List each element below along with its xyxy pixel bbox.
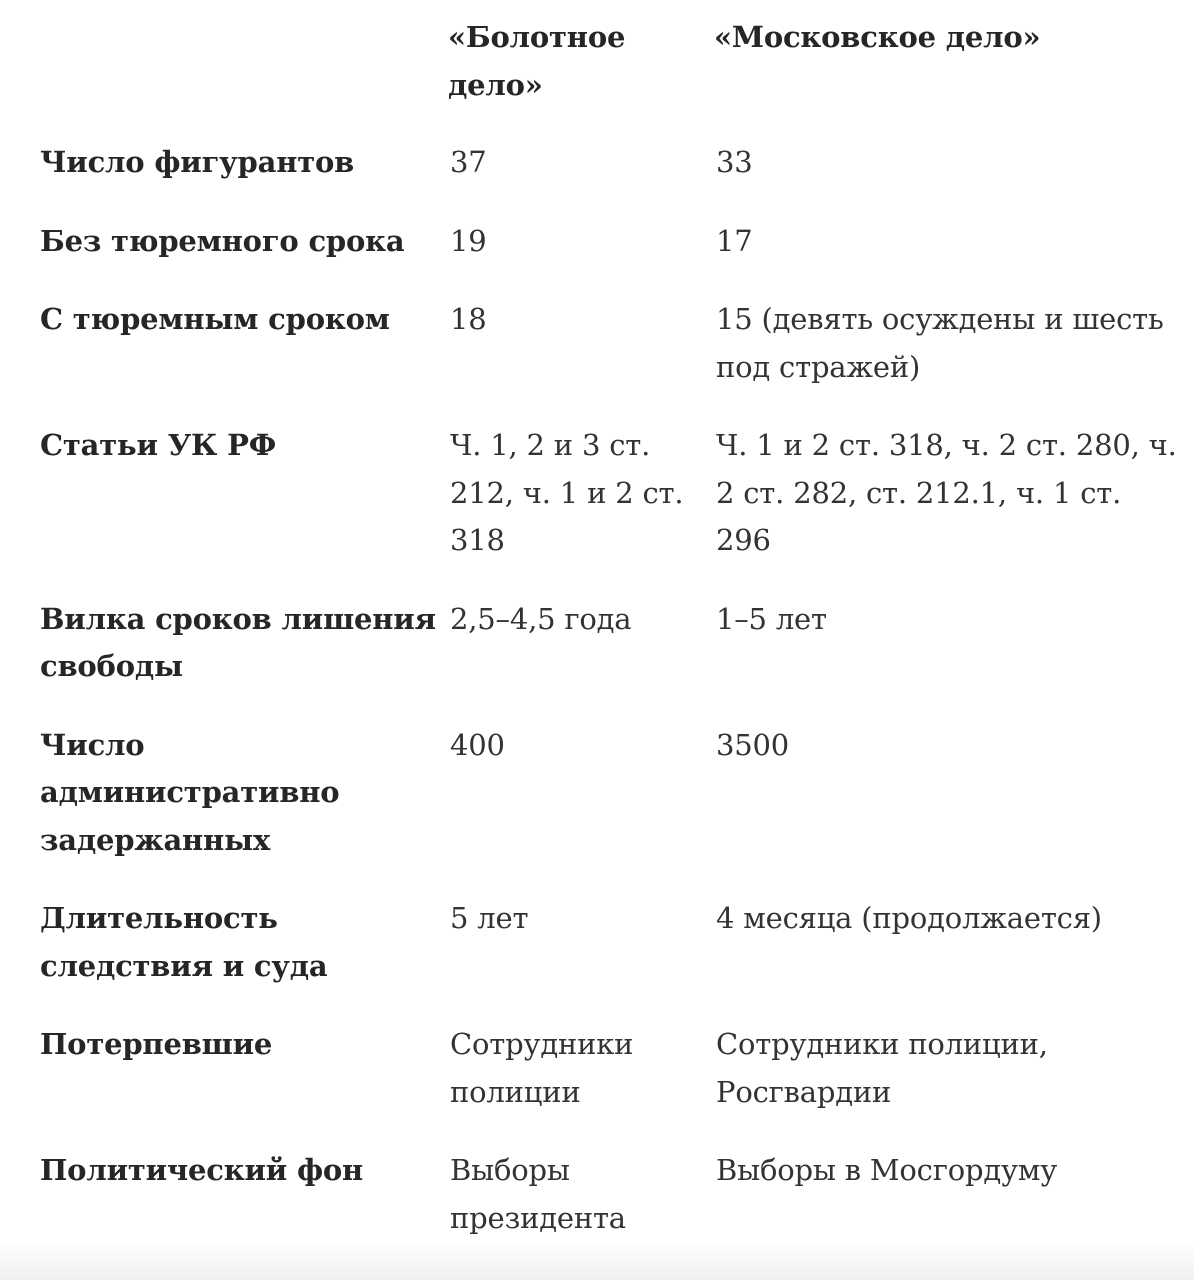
comparison-table bbox=[40, 14, 1180, 1273]
bolotnoe-value: Сотрудники полиции bbox=[450, 1027, 634, 1109]
bolotnoe-value: 400 bbox=[450, 727, 505, 762]
bolotnoe-value: 2,5–4,5 года bbox=[450, 601, 632, 636]
table-row bbox=[40, 1021, 1180, 1147]
table-row bbox=[40, 1147, 1180, 1273]
bolotnoe-value: 5 лет bbox=[450, 901, 529, 935]
bolotnoe-value: 37 bbox=[450, 145, 487, 179]
table-row bbox=[40, 895, 1180, 1021]
row-label: Потерпевшие bbox=[40, 1027, 273, 1061]
moskovskoe-value: 15 (девять осуждены и шесть под стражей) bbox=[716, 302, 1164, 384]
moskovskoe-value: 1–5 лет bbox=[716, 601, 827, 636]
row-label: Число административно задержанных bbox=[40, 727, 340, 857]
bolotnoe-value: 18 bbox=[450, 302, 487, 336]
moskovskoe-value: Выборы в Мосгордуму bbox=[716, 1153, 1058, 1187]
row-label: Число фигурантов bbox=[40, 145, 355, 179]
moskovskoe-value: Ч. 1 и 2 ст. 318, ч. 2 ст. 280, ч. 2 ст. 282, ст. 212.1, ч. 1 ст. 296 bbox=[716, 428, 1177, 557]
row-label: Статьи УК РФ bbox=[40, 428, 277, 462]
header-empty-cell bbox=[40, 14, 448, 139]
bolotnoe-value: Ч. 1, 2 и 3 ст. 212, ч. 1 и 2 ст. 318 bbox=[450, 428, 684, 557]
moskovskoe-value: 33 bbox=[716, 145, 753, 179]
row-label: Длительность следствия и суда bbox=[40, 901, 328, 983]
moskovskoe-value: 3500 bbox=[716, 727, 790, 762]
header-bolotnoe-delo: «Болотное дело» bbox=[448, 20, 626, 102]
table-row bbox=[40, 422, 1180, 596]
table-row bbox=[40, 596, 1180, 722]
row-label: Вилка сроков лишения свободы bbox=[40, 601, 436, 683]
moskovskoe-value: 17 bbox=[716, 223, 753, 258]
bolotnoe-value: Выборы президента bbox=[450, 1153, 626, 1235]
table-row bbox=[40, 296, 1180, 422]
table-row bbox=[40, 139, 1180, 218]
row-label: Без тюремного срока bbox=[40, 223, 405, 258]
moskovskoe-value: Сотрудники полиции, Росгвардии bbox=[716, 1027, 1048, 1109]
moskovskoe-value: 4 месяца (продолжается) bbox=[716, 901, 1102, 935]
table-header-row bbox=[40, 14, 1180, 139]
table-row bbox=[40, 722, 1180, 896]
header-moskovskoe-delo: «Московское дело» bbox=[714, 20, 1041, 54]
row-label: Политический фон bbox=[40, 1153, 364, 1187]
row-label: С тюремным сроком bbox=[40, 302, 390, 336]
table-row bbox=[40, 218, 1180, 297]
bolotnoe-value: 19 bbox=[450, 223, 487, 258]
